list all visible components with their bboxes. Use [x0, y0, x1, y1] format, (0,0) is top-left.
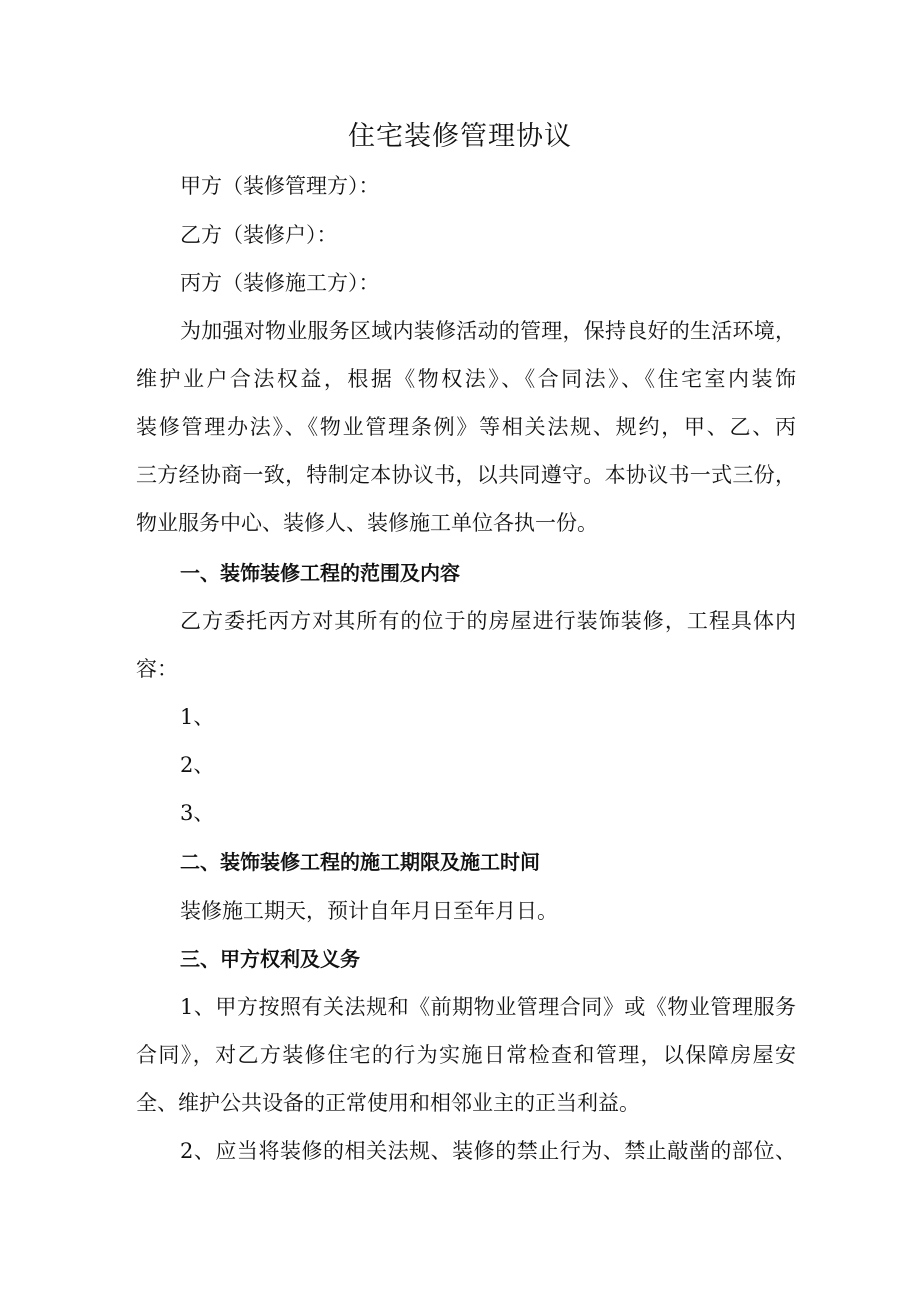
section-3-clause-1-line: 1、甲方按照有关法规和《前期物业管理合同》或《物业管理服务 [180, 995, 796, 1019]
party-c-line: 丙方（装修施工方）： [180, 271, 380, 295]
section-1-list-item: 3、 [180, 801, 215, 825]
party-b-line: 乙方（装修户）： [180, 223, 338, 247]
intro-paragraph-line: 三方经协商一致，特制定本协议书，以共同遵守。本协议书一式三份， [136, 463, 796, 487]
intro-paragraph-line: 物业服务中心、装修人、装修施工单位各执一份。 [136, 511, 598, 535]
section-2-heading: 二、装饰装修工程的施工期限及施工时间 [180, 850, 540, 874]
intro-paragraph-line: 为加强对物业服务区域内装修活动的管理，保持良好的生活环境， [180, 319, 796, 343]
section-3-clause-2-line: 2、应当将装修的相关法规、装修的禁止行为、禁止敲凿的部位、 [180, 1139, 796, 1163]
section-2-text-line: 装修施工期天，预计自年月日至年月日。 [180, 899, 558, 923]
document-title: 住宅装修管理协议 [348, 121, 572, 152]
section-3-heading: 三、甲方权利及义务 [180, 947, 360, 971]
section-3-clause-1-line: 合同》，对乙方装修住宅的行为实施日常检查和管理，以保障房屋安 [136, 1043, 796, 1067]
section-1-text-line: 容： [136, 657, 178, 681]
section-1-list-item: 1、 [180, 705, 215, 729]
section-3-clause-1-line: 全、维护公共设备的正常使用和相邻业主的正当利益。 [136, 1091, 640, 1115]
section-1-list-item: 2、 [180, 753, 215, 777]
section-1-text-line: 乙方委托丙方对其所有的位于的房屋进行装饰装修，工程具体内 [180, 609, 796, 633]
intro-paragraph-line: 维护业户合法权益，根据《物权法》、《合同法》、《住宅室内装饰 [136, 367, 796, 391]
party-a-line: 甲方（装修管理方）： [180, 174, 380, 198]
intro-paragraph-line: 装修管理办法》、《物业管理条例》等相关法规、规约，甲、乙、丙 [136, 415, 796, 439]
section-1-heading: 一、装饰装修工程的范围及内容 [180, 561, 460, 585]
